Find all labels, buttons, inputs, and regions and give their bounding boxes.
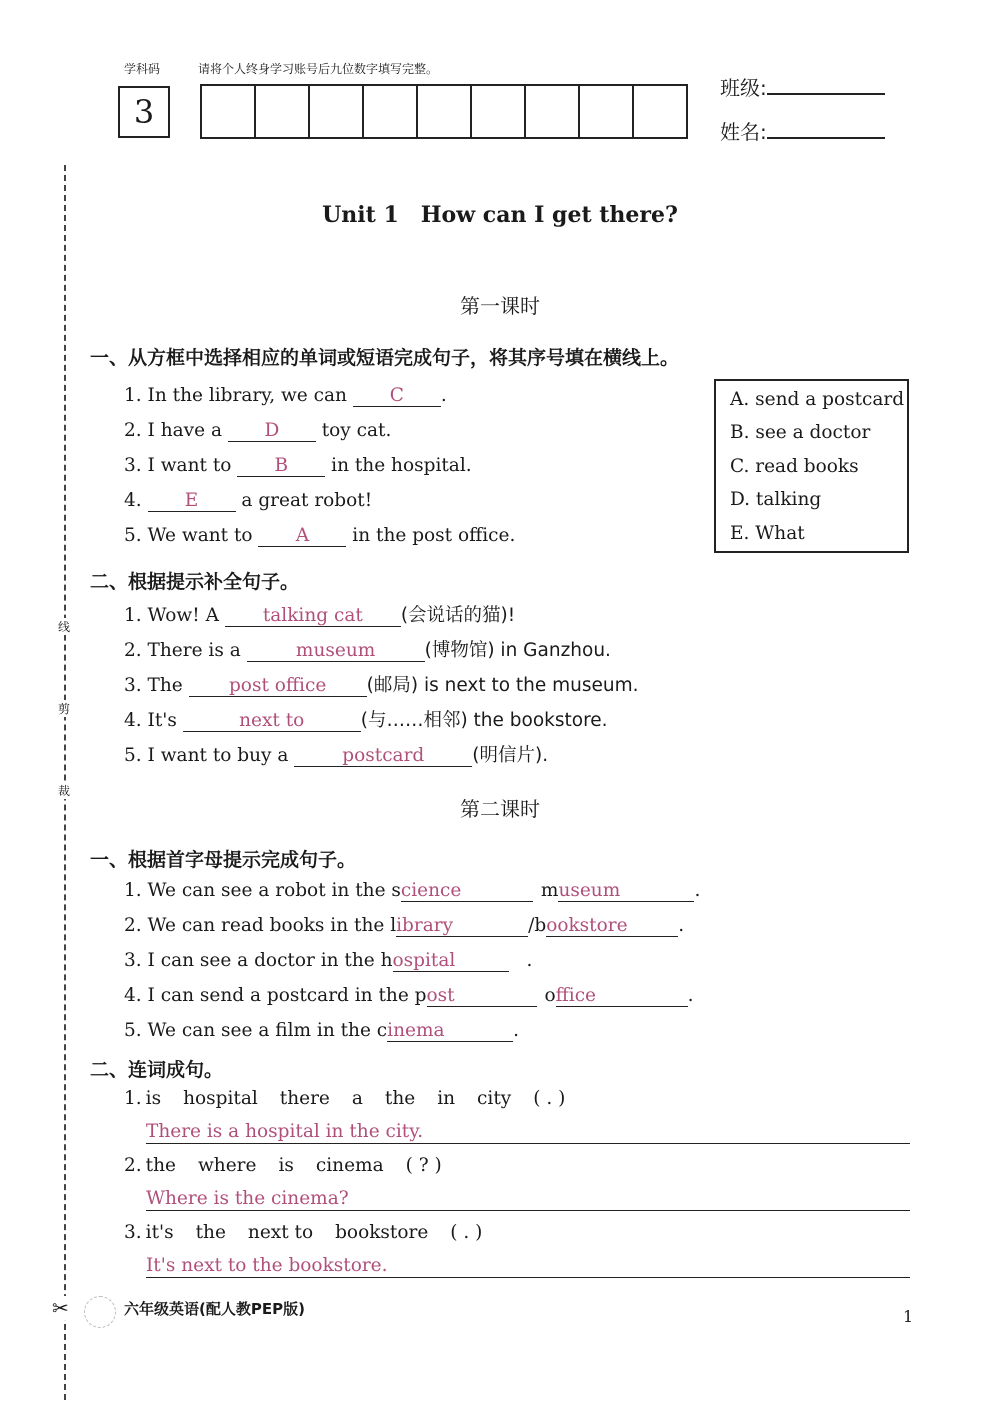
question-text: . — [526, 950, 533, 971]
answer-blank[interactable]: ospital — [393, 951, 509, 972]
word: the — [195, 1222, 226, 1243]
l1s2-question-4 — [124, 706, 608, 732]
question-text: 2. We can read books in the l — [124, 915, 397, 936]
answer-blank[interactable]: cience — [401, 881, 533, 902]
question-text: 1. In the library, we can — [124, 385, 353, 406]
word: ( ? ) — [405, 1155, 442, 1176]
options-box — [714, 379, 909, 553]
question-text: . — [687, 985, 694, 1006]
answer-blank[interactable]: A — [258, 526, 346, 547]
option-a: A. send a postcard — [730, 389, 905, 410]
question-text: . — [440, 385, 447, 406]
question-hint: (邮局) is next to the museum. — [366, 675, 639, 696]
question-text: in the hospital. — [325, 455, 472, 476]
word: the — [384, 1088, 416, 1109]
answer-blank[interactable]: talking cat — [225, 606, 401, 627]
cut-mark-jian: 剪 — [57, 702, 70, 716]
question-number: 1. — [124, 1088, 142, 1109]
lesson2-title: 第二课时 — [460, 797, 540, 821]
word: ( . ) — [450, 1222, 483, 1243]
name-label: 姓名: — [720, 120, 767, 144]
question-text: a great robot! — [235, 490, 373, 511]
question-text: o — [544, 985, 556, 1006]
answer-blank[interactable]: ibrary — [396, 916, 528, 937]
l1s1-question-4 — [124, 490, 372, 512]
l1s2-question-2 — [124, 636, 611, 662]
scissors-icon: ✂ — [52, 1296, 69, 1320]
question-hint: (与……相邻) the bookstore. — [360, 710, 608, 731]
digit-box[interactable] — [472, 86, 526, 137]
question-text: 3. I want to — [124, 455, 238, 476]
word: the — [145, 1155, 176, 1176]
l1s1-question-5 — [124, 525, 515, 547]
option-b: B. see a doctor — [730, 422, 871, 443]
word: city — [477, 1088, 512, 1109]
answer-blank[interactable]: museum — [247, 641, 425, 662]
answer-blank[interactable]: ookstore — [546, 916, 678, 937]
lesson2-section1-heading: 一、根据首字母提示完成句子。 — [90, 849, 357, 871]
answer-sentence-2[interactable]: Where is the cinema? — [146, 1188, 349, 1209]
question-text: 3. The — [124, 675, 189, 696]
l1s1-question-1 — [124, 385, 447, 407]
l1s2-question-3 — [124, 671, 639, 697]
question-text: 4. It's — [124, 710, 183, 731]
question-number: 2. — [124, 1155, 142, 1176]
account-instruction: 请将个人终身学习账号后九位数字填写完整。 — [198, 62, 439, 76]
word: where — [197, 1155, 257, 1176]
question-text: 5. We can see a film in the c — [124, 1020, 388, 1041]
digit-box[interactable] — [418, 86, 472, 137]
word: it's — [145, 1222, 174, 1243]
answer-blank[interactable]: inema — [387, 1021, 513, 1042]
answer-blank[interactable]: postcard — [294, 746, 472, 767]
digit-box[interactable] — [310, 86, 364, 137]
digit-box[interactable] — [202, 86, 256, 137]
question-text: . — [678, 915, 685, 936]
l2s1-question-1 — [124, 880, 700, 902]
answer-blank[interactable]: useum — [558, 881, 694, 902]
answer-sentence-3[interactable]: It's next to the bookstore. — [146, 1255, 388, 1276]
class-blank[interactable] — [767, 75, 885, 95]
answer-blank[interactable]: next to — [183, 711, 361, 732]
question-text: 3. I can see a doctor in the h — [124, 950, 393, 971]
answer-blank[interactable]: D — [228, 421, 316, 442]
digit-box[interactable] — [364, 86, 418, 137]
question-text: . — [513, 1020, 520, 1041]
l1s1-question-2 — [124, 420, 391, 442]
l1s2-question-5 — [124, 741, 548, 767]
question-text: 1. Wow! A — [124, 605, 225, 626]
l1s1-question-3 — [124, 455, 472, 477]
word: in — [437, 1088, 456, 1109]
word: hospital — [183, 1088, 258, 1109]
word: cinema — [315, 1155, 384, 1176]
option-d: D. talking — [730, 489, 822, 510]
cut-mark-cai: 裁 — [57, 784, 70, 798]
question-hint: (博物馆) in Ganzhou. — [424, 640, 611, 661]
question-text: 4. — [124, 490, 148, 511]
name-field[interactable] — [720, 116, 885, 145]
name-blank[interactable] — [767, 119, 885, 139]
word: next to — [247, 1222, 314, 1243]
option-c: C. read books — [730, 456, 859, 477]
word: is — [278, 1155, 294, 1176]
question-text: 5. We want to — [124, 525, 259, 546]
class-field[interactable] — [720, 72, 885, 101]
question-text: 2. I have a — [124, 420, 228, 441]
answer-blank[interactable]: post office — [189, 676, 367, 697]
question-text: m — [540, 880, 559, 901]
question-text: 4. I can send a postcard in the p — [124, 985, 427, 1006]
lesson1-title: 第一课时 — [460, 294, 540, 318]
question-text: . — [694, 880, 701, 901]
option-e: E. What — [730, 523, 805, 544]
question-text: 1. We can see a robot in the s — [124, 880, 401, 901]
l1s2-question-1 — [124, 601, 515, 627]
answer-line — [146, 1210, 910, 1211]
lesson2-section2-heading: 二、连词成句。 — [90, 1059, 224, 1081]
lesson1-section2-heading: 二、根据提示补全句子。 — [90, 571, 300, 593]
answer-blank[interactable]: E — [148, 491, 236, 512]
word: bookstore — [335, 1222, 429, 1243]
answer-sentence-1[interactable]: There is a hospital in the city. — [146, 1121, 424, 1142]
account-digit-boxes[interactable] — [200, 84, 688, 139]
subject-code-box: 3 — [118, 86, 170, 138]
l2s1-question-2 — [124, 915, 684, 937]
word: a — [351, 1088, 363, 1109]
digit-box[interactable] — [256, 86, 310, 137]
class-label: 班级: — [720, 76, 767, 100]
page-number: 1 — [903, 1307, 914, 1326]
answer-blank[interactable]: ost — [427, 986, 537, 1007]
digit-box[interactable] — [634, 86, 686, 137]
l2s1-question-5 — [124, 1020, 519, 1042]
book-logo-icon — [84, 1296, 116, 1328]
cut-mark-xian: 线 — [57, 620, 70, 634]
question-number: 3. — [124, 1222, 142, 1243]
answer-line — [146, 1143, 910, 1144]
answer-line — [146, 1277, 910, 1278]
question-text: 5. I want to buy a — [124, 745, 295, 766]
answer-blank[interactable]: ffice — [556, 986, 688, 1007]
digit-box[interactable] — [580, 86, 634, 137]
l2s1-question-3 — [124, 950, 532, 972]
l2s2-question-2 — [124, 1155, 464, 1176]
l2s2-question-3 — [124, 1222, 504, 1243]
word: there — [279, 1088, 330, 1109]
question-text: /b — [528, 915, 547, 936]
word: is — [145, 1088, 162, 1109]
question-hint: (会说话的猫)! — [400, 605, 516, 626]
lesson1-section1-heading: 一、从方框中选择相应的单词或短语完成句子，将其序号填在横线上。 — [90, 347, 680, 369]
subject-code-label: 学科码 — [124, 62, 161, 76]
footer-book-title: 六年级英语(配人教PEP版) — [124, 1300, 305, 1318]
question-text: toy cat. — [315, 420, 392, 441]
question-text: 2. There is a — [124, 640, 247, 661]
answer-blank[interactable]: C — [353, 386, 441, 407]
l2s1-question-4 — [124, 985, 694, 1007]
digit-box[interactable] — [526, 86, 580, 137]
l2s2-question-1 — [124, 1088, 587, 1109]
question-text: in the post office. — [346, 525, 516, 546]
unit-title: Unit 1 How can I get there? — [322, 202, 678, 228]
answer-blank[interactable]: B — [237, 456, 325, 477]
question-hint: (明信片). — [472, 745, 549, 766]
word: ( . ) — [533, 1088, 566, 1109]
